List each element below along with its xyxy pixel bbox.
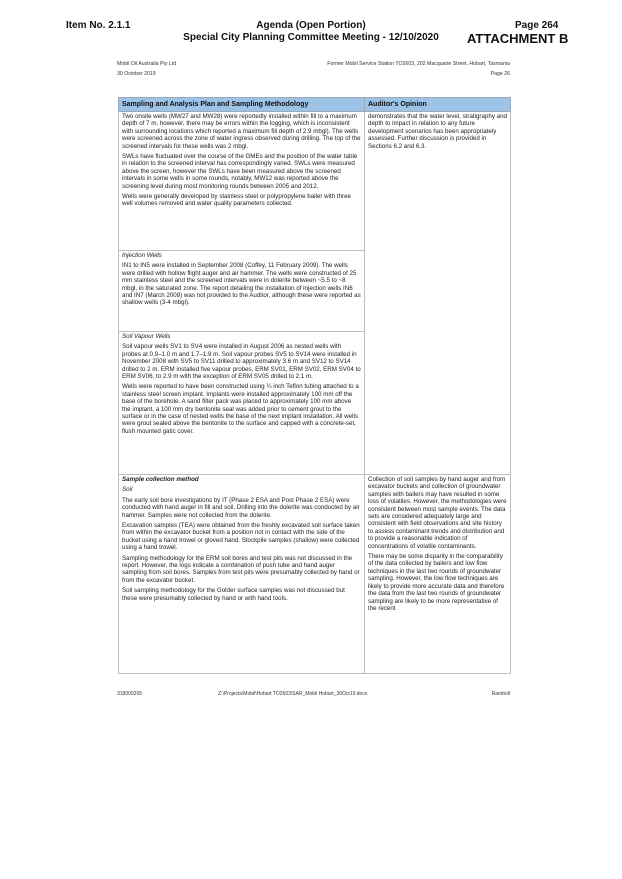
paragraph: IN1 to IN5 were installed in September 2008 (Coffey, 11 February 2009). The wells were drilled with hollow flight auger and air hammer. The wells were constructed of 25 mm stainless steel and the screened intervals were in dolerite between ~5.5 to ~8 mbgl, in the saturated zone. The report detailing the installation of injection wells IN6 and IN7 (March 2009) was not provided to the Auditor, although these were reported as shallow wells (3-4 mbgl). — [122, 262, 361, 307]
agenda-title-line1: Agenda (Open Portion) — [256, 20, 366, 31]
section-heading: Injection Wells — [122, 252, 162, 259]
table-row — [119, 112, 511, 251]
site-name: Former Mobil Service Station TO2603, 202 Macquarie Street, Hobart, Tasmania — [327, 61, 510, 67]
agenda-title-line2: Special City Planning Committee Meeting - 12/10/2020 — [183, 32, 439, 43]
section-heading: Sample collection method — [122, 476, 199, 483]
paragraph: Collection of soil samples by hand auger and from excavator buckets and collection of groundwater samples with bailers may have resulted in some loss of volatiles. However, the methodologies were consistent between most sample events. The data sets are considered adequately large and consistent with field observations and site history to assess contaminant trends and distribution and to provide a reasonable indication of concentrations of volatile contaminants. — [368, 476, 507, 550]
page-number: Page 264 — [515, 20, 559, 31]
agenda-title — [161, 20, 461, 44]
paragraph: Soil sampling methodology for the Golder surface samples was not discussed but these were presumably collected by hand or with hand tools. — [122, 587, 345, 602]
paragraph: Excavation samples (TEA) were obtained from the freshly excavated soil surface taken from within the excavator bucket from a position not in contact with the side of the bucket using a hand trowel or gloved hand. Stockpile samples (shallow) were collected using a hand trowel. — [122, 522, 360, 552]
paragraph: Soil vapour wells SV1 to SV4 were installed in August 2006 as nested wells with probes at 0.9–1.0 m and 1.7–1.9 m. Soil vapour probes SV5 to SV14 were installed in November 2008 with SV5 to SV11 drilled to approximately 3.6 m and SV12 to SV14 drilled to 2 m. ERM installed five vapour probes, ERM SV01, ERM SV02, ERM SV04 to ERM SV06, to 2.9 m with the exception of ERM SV05 drilled to 2.1 m. — [122, 343, 361, 381]
methodology-table — [118, 97, 511, 674]
paragraph: The early soil bore investigations by IT (Phase 2 ESA and Post Phase 2 ESA) were conducted with hand auger in fill and soil. Drilling into the dolerite was conducted by air hammer. Samples were not collected from the dolerite. — [122, 496, 360, 519]
footer-company-logo: Ramboll — [491, 691, 510, 697]
methodology-cell — [119, 475, 365, 674]
report-date: 30 October 2019 — [117, 71, 156, 77]
company-name: Mobil Oil Australia Pty Ltd — [117, 61, 177, 67]
footer-project-number: 318000205 — [117, 691, 143, 697]
section-heading: Soil Vapour Wells — [122, 333, 171, 340]
table-header-row — [119, 98, 511, 112]
subsection-heading: Soil — [122, 486, 133, 494]
col-header-methodology: Sampling and Analysis Plan and Sampling Methodology — [119, 98, 365, 112]
opinion-cell — [365, 112, 511, 475]
methodology-cell — [119, 332, 365, 475]
methodology-cell — [119, 112, 365, 251]
paragraph: Wells were generally developed by stainless steel or polypropylene bailer with three well volumes removed and water quality parameters collected. — [122, 193, 351, 208]
col-header-opinion: Auditor's Opinion — [365, 98, 511, 112]
paragraph: Sampling methodology for the ERM soil bores and test pits was not discussed in the report. However, the logs indicate a combination of push tube and hand auger sampling from soil bores. Samples from test pits were presumably collected by hand or from the excavator bucket. — [122, 554, 360, 584]
item-number: Item No. 2.1.1 — [66, 20, 131, 31]
paragraph: SWLs have fluctuated over the course of the GMEs and the position of the water table in relation to the screened interval has correspondingly varied. SWLs were measured above the screen, however the SWLs have been measured above the screened intervals in some wells in some rounds, notably, MW12 was reported above the screening level during most monitoring rounds between 2005 and 2012. — [122, 153, 358, 190]
opinion-cell — [365, 475, 511, 674]
paragraph: There may be some disparity in the comparability of the data collected by bailers and low flow techniques in the last two rounds of groundwater sampling. However, the low flow techniques are likely to provide more accurate data and therefore the data from the last two rounds of groundwater sampling are likely to be more representative of the recent — [368, 553, 505, 612]
attachment-label: ATTACHMENT B — [467, 31, 569, 46]
paragraph: demonstrates that the water level, stratigraphy and depth to impact in relation to any future development scenarios has been appropriately assessed. Further discussion is provided in Sections 6.2 and 6.3. — [368, 113, 507, 150]
paragraph: Two onsite wells (MW27 and MW28) were reportedly installed within fill to a maximum depth of 7 m, however, there may be errors within the logging, which is inconsistent with surrounding locations which reported a maximum fill depth of 2.9 mbgl). The wells were screened across the zone of water ingress observed during drilling. The top of the screened intervals for these wells was 2 mbgl. — [122, 113, 361, 150]
report-page: Page 26 — [490, 71, 510, 77]
methodology-cell — [119, 251, 365, 332]
footer-file-path: Z:\Projects\Mobil\Hobart TO2603\SAR_Mobil Hobart_30Oct19.docx — [218, 691, 368, 697]
paragraph: Wells were reported to have been constructed using ¼ inch Teflon tubing attached to a stainless steel screen implant. Implants were installed approximately 100 mm off the base of the borehole. A sand filter pack was placed to approximately 100 mm above the implant, a 100 mm dry bentonite seal was added prior to cement grout to the surface or in the case of nested wells the base of the next implant installation. All wells were grout sealed above the bentonite to the surface and capped with a concrete-set, flush mounted gatic cover. — [122, 383, 359, 435]
table-row — [119, 475, 511, 674]
